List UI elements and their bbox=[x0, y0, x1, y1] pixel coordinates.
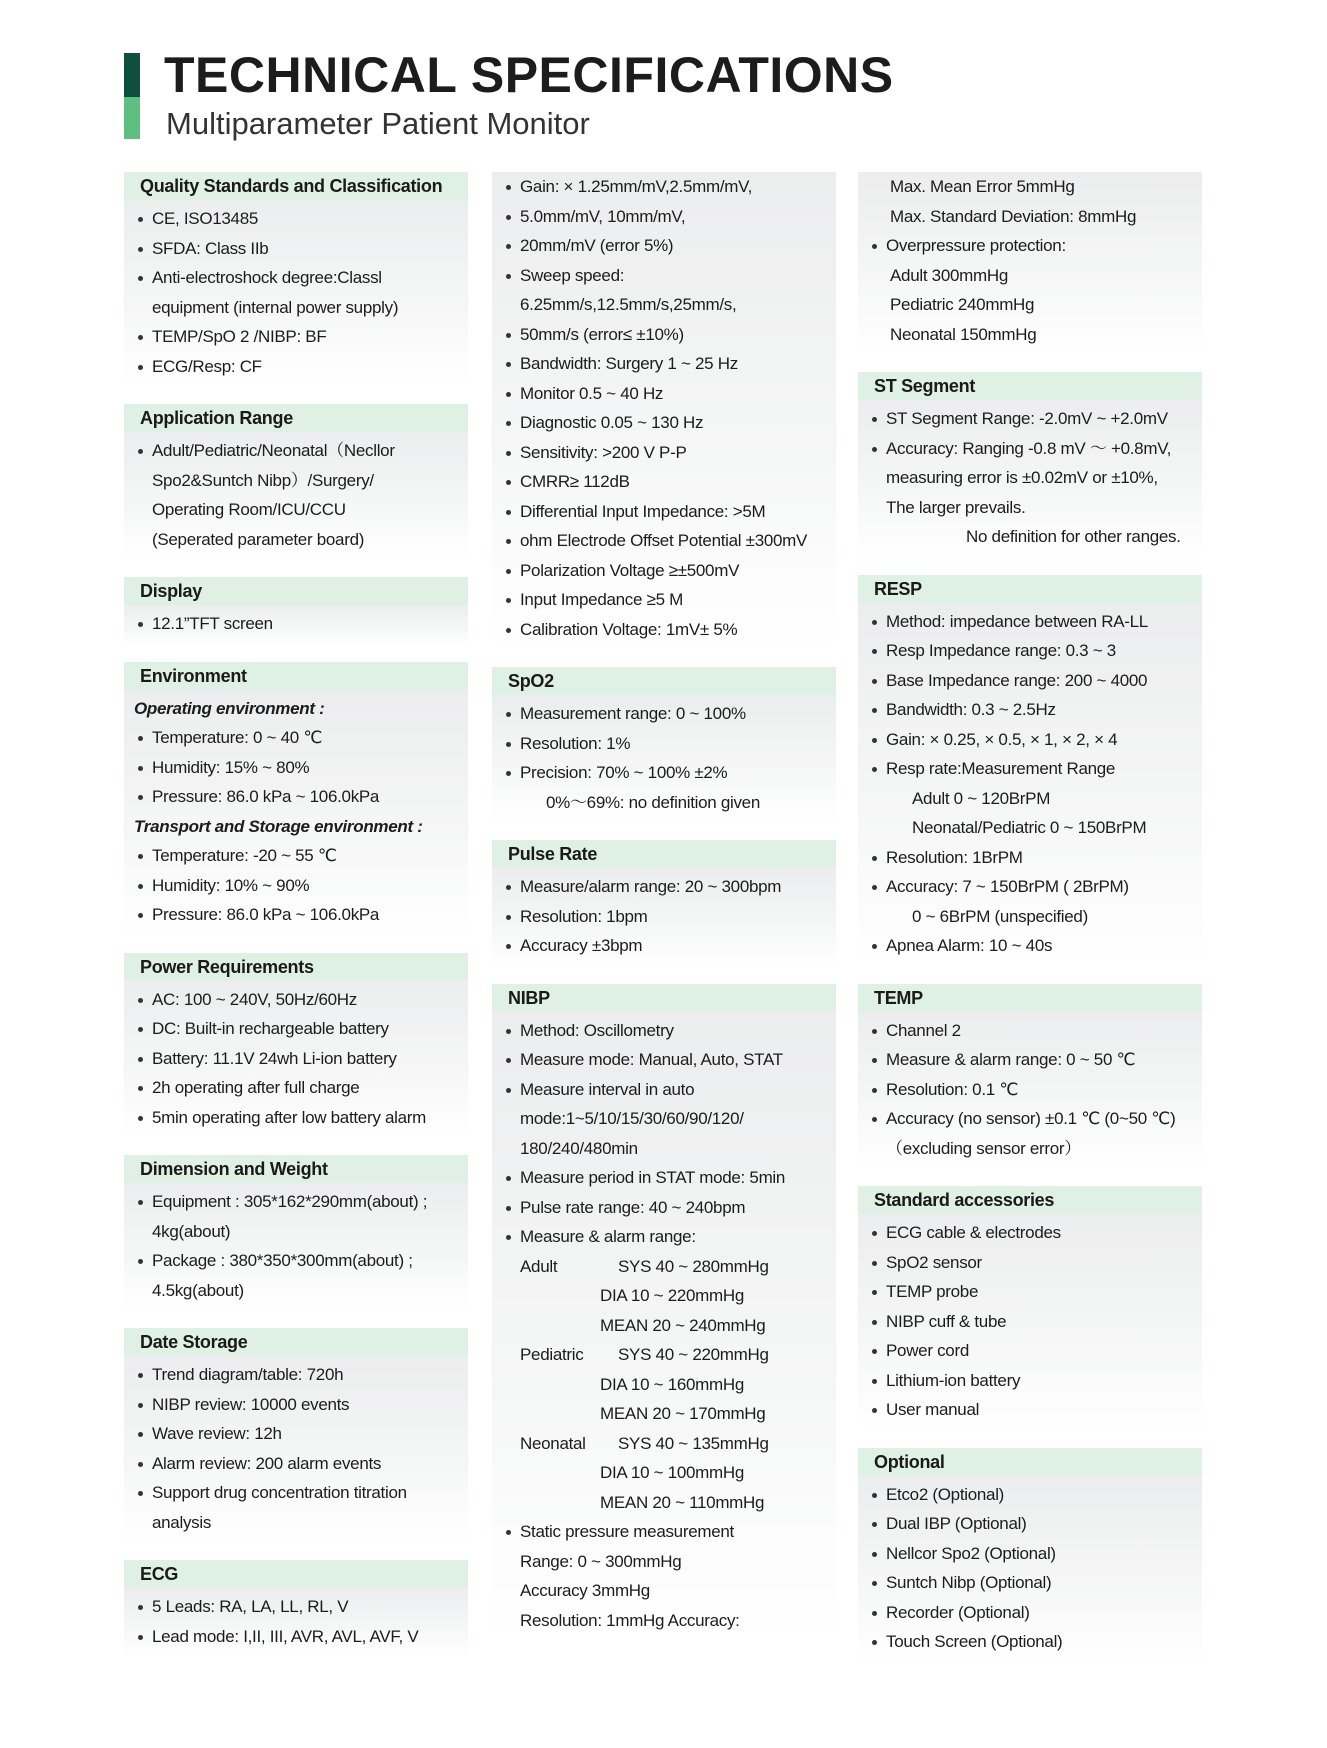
section-nibp bbox=[492, 984, 836, 1642]
spec-line: Recorder (Optional) bbox=[868, 1598, 1192, 1628]
spec-line: Accuracy: Ranging -0.8 mV ～ +0.8mV, bbox=[868, 434, 1192, 464]
spec-line: ohm Electrode Offset Potential ±300mV bbox=[502, 526, 826, 556]
nibp-group-label: Adult bbox=[520, 1256, 558, 1276]
section-standard-accessories bbox=[858, 1186, 1202, 1431]
spec-line: Adult 300mmHg bbox=[890, 265, 1008, 285]
nibp-range-value: SYS 40 ~ 220mmHg bbox=[618, 1345, 769, 1364]
section-title: ECG bbox=[124, 1560, 468, 1588]
spec-line: Resp Impedance range: 0.3 ~ 3 bbox=[868, 636, 1192, 666]
spec-line: Resp rate:Measurement Range bbox=[868, 754, 1192, 784]
spec-line: Adult 0 ~ 120BrPM bbox=[912, 788, 1051, 808]
spec-line: Operating Room/ICU/CCU bbox=[152, 500, 346, 519]
spec-line: The larger prevails. bbox=[886, 497, 1026, 517]
nibp-range-value: MEAN 20 ~ 170mmHg bbox=[600, 1404, 766, 1423]
spec-line: Pediatric 240mmHg bbox=[890, 295, 1035, 314]
nibp-range-row bbox=[502, 1340, 826, 1370]
spec-line: Overpressure protection: bbox=[868, 231, 1192, 261]
spec-line: Monitor 0.5 ~ 40 Hz bbox=[502, 379, 826, 409]
spec-line: Dual IBP (Optional) bbox=[868, 1509, 1192, 1539]
spec-line: Neonatal 150mmHg bbox=[890, 324, 1037, 344]
spec-line: Pressure: 86.0 kPa ~ 106.0kPa bbox=[134, 900, 458, 930]
section-body bbox=[858, 1214, 1202, 1431]
spec-line: Input Impedance ≥5 M bbox=[502, 585, 826, 615]
spec-line: AC: 100 ~ 240V, 50Hz/60Hz bbox=[134, 985, 458, 1015]
spec-line: 5.0mm/mV, 10mm/mV, bbox=[502, 202, 826, 232]
spec-line: CE, ISO13485 bbox=[134, 204, 458, 234]
spec-line: Accuracy 3mmHg bbox=[520, 1581, 650, 1600]
spec-line: Humidity: 15% ~ 80% bbox=[134, 753, 458, 783]
spec-line: Support drug concentration titration bbox=[134, 1478, 458, 1508]
spec-line: Power cord bbox=[868, 1336, 1192, 1366]
section-body bbox=[124, 690, 468, 936]
spec-line: Measure/alarm range: 20 ~ 300bpm bbox=[502, 872, 826, 902]
spec-line: Gain: × 0.25, × 0.5, × 1, × 2, × 4 bbox=[868, 725, 1192, 755]
spec-line: Channel 2 bbox=[868, 1016, 1192, 1046]
spec-line: Max. Standard Deviation: 8mmHg bbox=[890, 206, 1137, 226]
section-body bbox=[124, 1183, 468, 1311]
section-body bbox=[124, 200, 468, 387]
nibp-range-value: SYS 40 ~ 135mmHg bbox=[618, 1433, 769, 1453]
spec-line: mode:1~5/10/15/30/60/90/120/ bbox=[520, 1109, 744, 1128]
section-body bbox=[492, 868, 836, 967]
spec-line: ST Segment Range: -2.0mV ~ +2.0mV bbox=[868, 404, 1192, 434]
section-body bbox=[858, 1476, 1202, 1663]
section-temp bbox=[858, 984, 1202, 1170]
nibp-group-label: Neonatal bbox=[520, 1433, 586, 1453]
section-ecg-continued bbox=[492, 172, 836, 650]
nibp-group-label: Pediatric bbox=[520, 1345, 584, 1364]
spec-line: Etco2 (Optional) bbox=[868, 1480, 1192, 1510]
spec-line: Neonatal/Pediatric 0 ~ 150BrPM bbox=[912, 818, 1147, 837]
nibp-range-row bbox=[502, 1429, 826, 1459]
spec-line: Gain: × 1.25mm/mV,2.5mm/mV, bbox=[502, 172, 826, 202]
section-quality-standards bbox=[124, 172, 468, 387]
section-body bbox=[858, 603, 1202, 967]
subsection-label: Operating environment : bbox=[134, 698, 325, 718]
section-title: NIBP bbox=[492, 984, 836, 1012]
spec-line: Sensitivity: >200 V P-P bbox=[502, 438, 826, 468]
spec-line: ECG/Resp: CF bbox=[134, 352, 458, 382]
section-pulse-rate bbox=[492, 840, 836, 967]
spec-line: Bandwidth: 0.3 ~ 2.5Hz bbox=[868, 695, 1192, 725]
spec-line: Anti-electroshock degree:Classl bbox=[134, 263, 458, 293]
spec-line: Measurement range: 0 ~ 100% bbox=[502, 699, 826, 729]
section-body bbox=[492, 172, 836, 650]
spec-line: Accuracy ±3bpm bbox=[502, 931, 826, 961]
spec-line: Sweep speed: bbox=[502, 261, 826, 291]
spec-line: TEMP/SpO 2 /NIBP: BF bbox=[134, 322, 458, 352]
spec-line: CMRR≥ 112dB bbox=[502, 467, 826, 497]
section-title: Date Storage bbox=[124, 1328, 468, 1356]
spec-line: Resolution: 1bpm bbox=[502, 902, 826, 932]
spec-line: Resolution: 1BrPM bbox=[868, 843, 1192, 873]
spec-line: Humidity: 10% ~ 90% bbox=[134, 871, 458, 901]
spec-line: 5min operating after low battery alarm bbox=[134, 1103, 458, 1133]
section-title: Display bbox=[124, 577, 468, 605]
spec-line: Method: Oscillometry bbox=[502, 1016, 826, 1046]
section-spo2 bbox=[492, 667, 836, 823]
spec-line: SFDA: Class IIb bbox=[134, 234, 458, 264]
spec-line: Measure period in STAT mode: 5min bbox=[502, 1163, 826, 1193]
subsection-label: Transport and Storage environment : bbox=[134, 816, 423, 836]
spec-line: 20mm/mV (error 5%) bbox=[502, 231, 826, 261]
spec-line: Resolution: 0.1 ℃ bbox=[868, 1075, 1192, 1105]
spec-line: Pulse rate range: 40 ~ 240bpm bbox=[502, 1193, 826, 1223]
nibp-range-value: MEAN 20 ~ 110mmHg bbox=[600, 1492, 765, 1512]
section-body bbox=[124, 605, 468, 645]
nibp-range-value: DIA 10 ~ 100mmHg bbox=[600, 1463, 745, 1482]
spec-line: 2h operating after full charge bbox=[134, 1073, 458, 1103]
spec-line: Lead mode: I,II, III, AVR, AVL, AVF, V bbox=[134, 1622, 458, 1652]
spec-line: 180/240/480min bbox=[520, 1138, 638, 1158]
spec-line: Base Impedance range: 200 ~ 4000 bbox=[868, 666, 1192, 696]
spec-line: analysis bbox=[152, 1512, 212, 1532]
spec-line: Bandwidth: Surgery 1 ~ 25 Hz bbox=[502, 349, 826, 379]
spec-line: User manual bbox=[868, 1395, 1192, 1425]
section-title: Pulse Rate bbox=[492, 840, 836, 868]
spec-line: Wave review: 12h bbox=[134, 1419, 458, 1449]
section-body bbox=[492, 1012, 836, 1642]
spec-line: 12.1”TFT screen bbox=[134, 609, 458, 639]
spec-line: Touch Screen (Optional) bbox=[868, 1627, 1192, 1657]
spec-line: Resolution: 1% bbox=[502, 729, 826, 759]
spec-line: 0%～69%: no definition given bbox=[546, 792, 760, 812]
header-accent-bar-dark bbox=[124, 53, 140, 97]
spec-line: 6.25mm/s,12.5mm/s,25mm/s, bbox=[520, 295, 737, 314]
spec-line: Calibration Voltage: 1mV± 5% bbox=[502, 615, 826, 645]
spec-line: NIBP cuff & tube bbox=[868, 1307, 1192, 1337]
spec-line: Resolution: 1mmHg Accuracy: bbox=[520, 1610, 740, 1630]
section-title: Quality Standards and Classification bbox=[124, 172, 468, 200]
column-right bbox=[858, 172, 1202, 1680]
section-resp bbox=[858, 575, 1202, 967]
spec-line: NIBP review: 10000 events bbox=[134, 1390, 458, 1420]
section-title: Standard accessories bbox=[858, 1186, 1202, 1214]
section-body bbox=[124, 1588, 468, 1657]
spec-line: Accuracy: 7 ~ 150BrPM ( 2BrPM) bbox=[868, 872, 1192, 902]
section-body bbox=[124, 981, 468, 1139]
spec-line: Apnea Alarm: 10 ~ 40s bbox=[868, 931, 1192, 961]
spec-line: 4.5kg(about) bbox=[152, 1280, 244, 1300]
section-st-segment bbox=[858, 372, 1202, 558]
spec-line: Max. Mean Error 5mmHg bbox=[890, 177, 1075, 196]
section-body bbox=[858, 1012, 1202, 1170]
section-date-storage bbox=[124, 1328, 468, 1543]
spec-line: Method: impedance between RA-LL bbox=[868, 607, 1192, 637]
section-body bbox=[124, 1356, 468, 1543]
spec-line: DC: Built-in rechargeable battery bbox=[134, 1014, 458, 1044]
section-title: ST Segment bbox=[858, 372, 1202, 400]
page-subtitle: Multiparameter Patient Monitor bbox=[166, 106, 590, 141]
spec-line: Package : 380*350*300mm(about) ; bbox=[134, 1246, 458, 1276]
spec-line: Nellcor Spo2 (Optional) bbox=[868, 1539, 1192, 1569]
page-title: TECHNICAL SPECIFICATIONS bbox=[164, 47, 894, 103]
column-left bbox=[124, 172, 468, 1674]
section-ecg bbox=[124, 1560, 468, 1657]
spec-line: Accuracy (no sensor) ±0.1 ℃ (0~50 ℃) bbox=[868, 1104, 1192, 1134]
spec-line: Diagnostic 0.05 ~ 130 Hz bbox=[502, 408, 826, 438]
section-body bbox=[858, 400, 1202, 558]
section-title: Power Requirements bbox=[124, 953, 468, 981]
spec-line: Range: 0 ~ 300mmHg bbox=[520, 1551, 682, 1571]
spec-line: 50mm/s (error≤ ±10%) bbox=[502, 320, 826, 350]
section-display bbox=[124, 577, 468, 645]
spec-line: Equipment : 305*162*290mm(about) ; bbox=[134, 1187, 458, 1217]
spec-line: Measure & alarm range: 0 ~ 50 ℃ bbox=[868, 1045, 1192, 1075]
spec-line: Measure interval in auto bbox=[502, 1075, 826, 1105]
section-title: TEMP bbox=[858, 984, 1202, 1012]
section-body bbox=[858, 172, 1202, 355]
header-accent-bar-light bbox=[124, 97, 140, 139]
nibp-range-row bbox=[502, 1252, 826, 1282]
spec-line: Measure & alarm range: bbox=[502, 1222, 826, 1252]
spec-line: equipment (internal power supply) bbox=[152, 297, 399, 317]
section-body bbox=[124, 432, 468, 560]
spec-line: Spo2&Suntch Nibp）/Surgery/ bbox=[152, 470, 374, 490]
spec-line: ECG cable & electrodes bbox=[868, 1218, 1192, 1248]
section-nibp-continued bbox=[858, 172, 1202, 355]
spec-line: Precision: 70% ~ 100% ±2% bbox=[502, 758, 826, 788]
spec-line: 5 Leads: RA, LA, LL, RL, V bbox=[134, 1592, 458, 1622]
section-environment bbox=[124, 662, 468, 936]
spec-line: measuring error is ±0.02mV or ±10%, bbox=[886, 468, 1158, 487]
spec-line: TEMP probe bbox=[868, 1277, 1192, 1307]
nibp-range-value: DIA 10 ~ 160mmHg bbox=[600, 1374, 745, 1394]
section-dimension-weight bbox=[124, 1155, 468, 1311]
spec-line: Static pressure measurement bbox=[502, 1517, 826, 1547]
section-body bbox=[492, 695, 836, 823]
spec-line: Pressure: 86.0 kPa ~ 106.0kPa bbox=[134, 782, 458, 812]
section-power-requirements bbox=[124, 953, 468, 1139]
spec-line: Measure mode: Manual, Auto, STAT bbox=[502, 1045, 826, 1075]
spec-line: 0 ~ 6BrPM (unspecified) bbox=[912, 906, 1088, 926]
spec-line: Differential Input Impedance: >5M bbox=[502, 497, 826, 527]
spec-line: Adult/Pediatric/Neonatal（Necllor bbox=[134, 436, 458, 466]
spec-line: (Seperated parameter board) bbox=[152, 529, 365, 549]
spec-line: Suntch Nibp (Optional) bbox=[868, 1568, 1192, 1598]
nibp-range-value: MEAN 20 ~ 240mmHg bbox=[600, 1315, 766, 1335]
spec-line: Temperature: 0 ~ 40 ℃ bbox=[134, 723, 458, 753]
spec-line: Temperature: -20 ~ 55 ℃ bbox=[134, 841, 458, 871]
nibp-range-value: SYS 40 ~ 280mmHg bbox=[618, 1256, 769, 1276]
spec-line: Trend diagram/table: 720h bbox=[134, 1360, 458, 1390]
spec-line: SpO2 sensor bbox=[868, 1248, 1192, 1278]
spec-line: Battery: 11.1V 24wh Li-ion battery bbox=[134, 1044, 458, 1074]
section-title: Optional bbox=[858, 1448, 1202, 1476]
column-middle bbox=[492, 172, 836, 1658]
spec-line: （excluding sensor error） bbox=[886, 1138, 1081, 1158]
section-application-range bbox=[124, 404, 468, 560]
spec-line: 4kg(about) bbox=[152, 1221, 231, 1241]
section-title: Application Range bbox=[124, 404, 468, 432]
spec-line: No definition for other ranges. bbox=[966, 527, 1181, 546]
spec-line: Lithium-ion battery bbox=[868, 1366, 1192, 1396]
section-title: Dimension and Weight bbox=[124, 1155, 468, 1183]
page-header bbox=[124, 47, 1224, 141]
section-title: RESP bbox=[858, 575, 1202, 603]
section-title: SpO2 bbox=[492, 667, 836, 695]
section-title: Environment bbox=[124, 662, 468, 690]
nibp-range-value: DIA 10 ~ 220mmHg bbox=[600, 1286, 745, 1305]
spec-line: Polarization Voltage ≥±500mV bbox=[502, 556, 826, 586]
spec-line: Alarm review: 200 alarm events bbox=[134, 1449, 458, 1479]
section-optional bbox=[858, 1448, 1202, 1663]
